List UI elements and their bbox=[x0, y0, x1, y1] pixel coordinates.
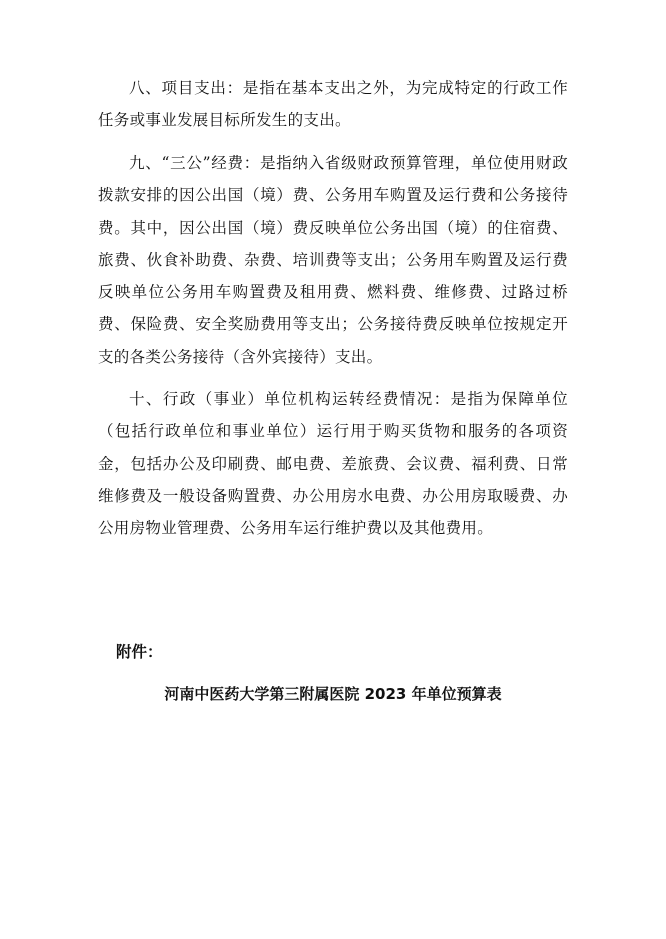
paragraph-three-public-expenses: 九、“三公”经费：是指纳入省级财政预算管理，单位使用财政拨款安排的因公出国（境）费、公务用车购置及运行费和公务接待费。其中，因公出国（境）费反映单位公务出国（境）的住宿费、旅费、伙食补助费、杂费、培训费等支出；公务用车购置及运行费反映单位公务用车购置费及租用费、燃料费、维修费、过路过桥费、保险费、安全奖励费用等支出；公务接待费反映单位按规定开支的各类公务接待（含外宾接待）支出。 bbox=[98, 154, 568, 366]
attachment-label: 附件： bbox=[116, 643, 163, 661]
paragraph-project-expenditure: 八、项目支出：是指在基本支出之外，为完成特定的行政工作任务或事业发展目标所发生的支出。 bbox=[98, 79, 568, 130]
attachment-title: 河南中医药大学第三附属医院 2023 年单位预算表 bbox=[164, 685, 502, 703]
paragraph-operating-expenses: 十、行政（事业）单位机构运转经费情况：是指为保障单位（包括行政单位和事业单位）运行用于购买货物和服务的各项资金，包括办公及印刷费、邮电费、差旅费、会议费、福利费、日常维修费及一般设备购置费、办公用房水电费、办公用房取暖费、办公用房物业管理费、公务用车运行维护费以及其他费用。 bbox=[98, 390, 568, 538]
